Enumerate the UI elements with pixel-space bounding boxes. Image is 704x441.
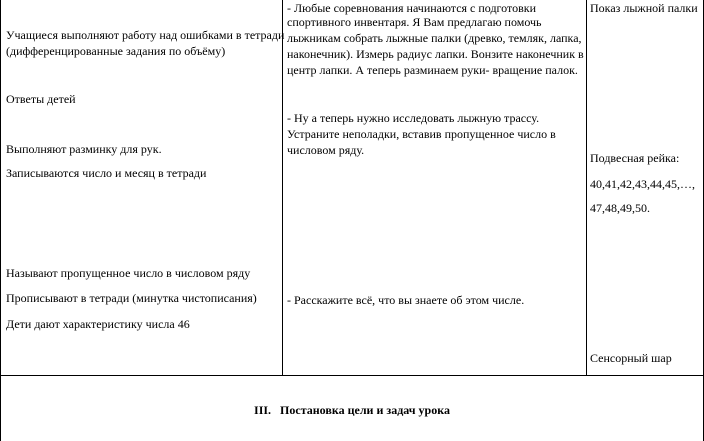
left-item-8: Дети дают характеристику числа 46 (6, 317, 190, 331)
right-item-5: Сенсорный шар (590, 351, 672, 365)
middle-line-3: лыжникам собрать лыжные палки (древко, темляк, лапка, (287, 31, 582, 45)
middle-line-5: центр лапки. А теперь разминаем руки- вращение палок. (287, 63, 578, 77)
right-item-1: Показ лыжной палки (590, 1, 698, 15)
column-divider-1 (282, 0, 283, 376)
middle-line-7: Устраните неполадки, вставив пропущенное число в (287, 127, 556, 141)
row-divider (0, 375, 704, 376)
middle-line-1: - Любые соревнования начинаются с подготовки (287, 1, 537, 15)
middle-line-9: - Расскажите всё, что вы знаете об этом числе. (287, 293, 525, 307)
section-number: III. (254, 403, 272, 417)
left-item-1: Учащиеся выполняют работу над ошибками в тетради (6, 28, 285, 42)
section-title: Постановка цели и задач урока (280, 403, 450, 417)
middle-line-8: числовом ряду. (287, 143, 365, 157)
section-heading (0, 402, 704, 418)
middle-line-6: - Ну а теперь нужно исследовать лыжную трассу. (287, 111, 540, 125)
left-item-6: Называют пропущенное число в числовом ряду (6, 266, 251, 280)
right-item-2: Подвесная рейка: (590, 151, 680, 165)
left-item-4: Выполняют разминку для рук. (6, 142, 162, 156)
left-item-2: (дифференцированные задания по объёму) (6, 44, 226, 58)
middle-line-2: спортивного инвентаря. Я Вам предлагаю помочь (287, 15, 542, 29)
right-item-3: 40,41,42,43,44,45,…, (590, 177, 695, 191)
column-divider-2 (586, 0, 587, 376)
left-item-5: Записываются число и месяц в тетради (6, 166, 207, 180)
right-item-4: 47,48,49,50. (590, 201, 650, 215)
left-item-3: Ответы детей (6, 92, 76, 106)
middle-line-4: наконечник). Измерь радиус лапки. Вонзите наконечник в (287, 47, 584, 61)
left-item-7: Прописывают в тетради (минутка чистописания) (6, 291, 257, 305)
